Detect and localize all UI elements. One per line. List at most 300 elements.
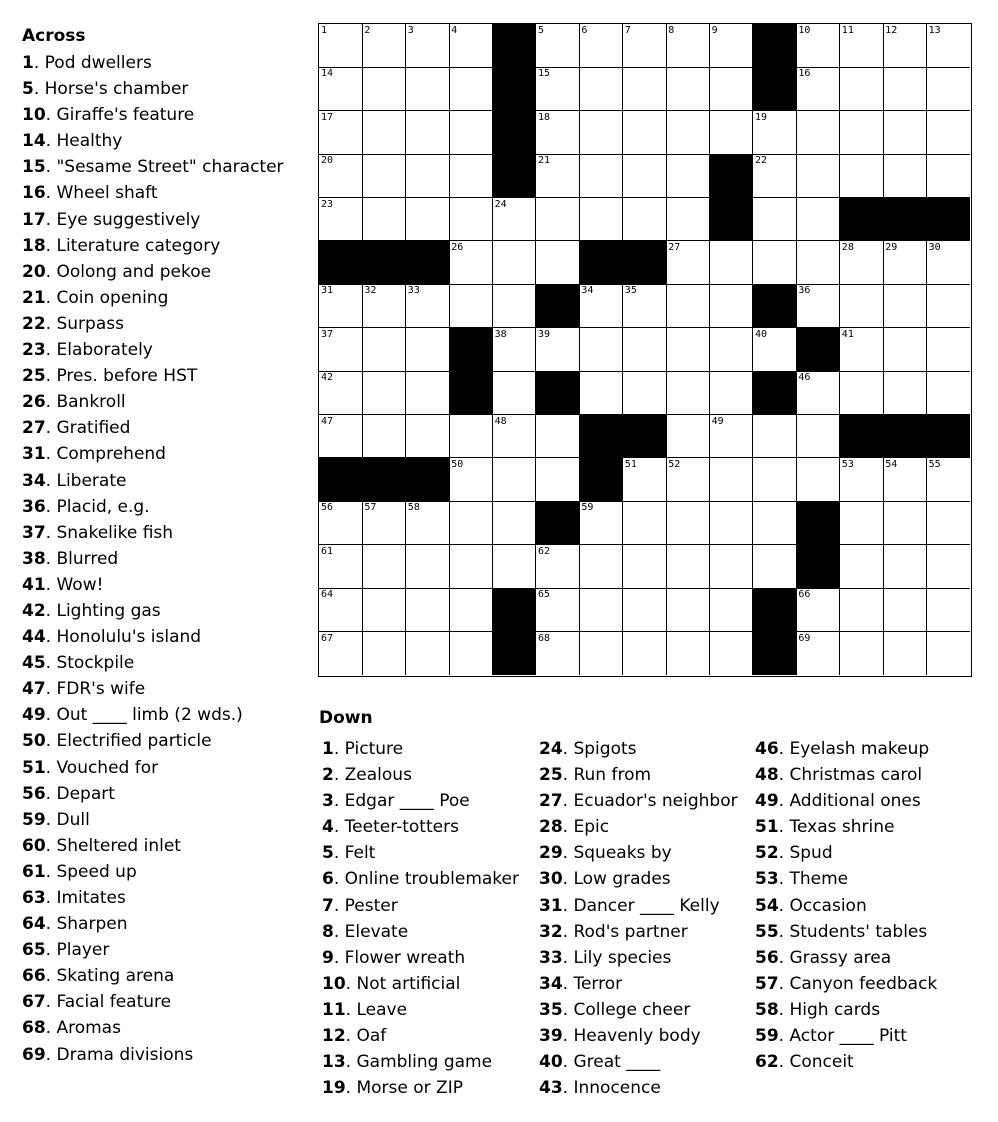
- crossword-grid[interactable]: [318, 23, 972, 677]
- across-clue[interactable]: [22, 522, 284, 548]
- black-square: [536, 371, 580, 415]
- down-clue[interactable]: [755, 895, 937, 921]
- grid-cell[interactable]: [493, 198, 537, 242]
- grid-cell[interactable]: [406, 67, 450, 111]
- down-clue[interactable]: [539, 1077, 738, 1103]
- grid-cell[interactable]: [623, 154, 667, 198]
- down-clue[interactable]: [322, 921, 519, 947]
- down-clue[interactable]: [539, 973, 738, 999]
- across-clue[interactable]: [22, 548, 284, 574]
- grid-cell[interactable]: [493, 545, 537, 589]
- grid-cell[interactable]: [883, 458, 927, 502]
- grid-cell[interactable]: [623, 371, 667, 415]
- across-clue[interactable]: [22, 130, 284, 156]
- grid-cell[interactable]: [710, 24, 754, 68]
- cell-number: 22: [755, 155, 768, 167]
- grid-cell[interactable]: [449, 24, 493, 68]
- grid-cell[interactable]: [362, 198, 406, 242]
- clue-number: 50: [22, 731, 46, 752]
- clue-number: 51: [22, 757, 46, 778]
- grid-cell[interactable]: [449, 284, 493, 328]
- grid-cell[interactable]: [493, 328, 537, 372]
- grid-cell[interactable]: [493, 241, 537, 285]
- across-clue[interactable]: [22, 365, 284, 391]
- grid-cell[interactable]: [406, 501, 450, 545]
- grid-cell[interactable]: [579, 284, 623, 328]
- down-clue[interactable]: [755, 738, 937, 764]
- grid-cell[interactable]: [883, 24, 927, 68]
- grid-cell[interactable]: [319, 415, 363, 459]
- grid-cell[interactable]: [753, 458, 797, 502]
- across-clue[interactable]: [22, 600, 284, 626]
- across-clue[interactable]: [22, 339, 284, 365]
- clue-number: 45: [22, 653, 46, 674]
- clue-text: . Epic: [562, 817, 610, 838]
- grid-cell[interactable]: [449, 154, 493, 198]
- grid-cell[interactable]: [536, 458, 580, 502]
- grid-cell[interactable]: [362, 371, 406, 415]
- grid-cell[interactable]: [623, 328, 667, 372]
- grid-cell[interactable]: [449, 198, 493, 242]
- grid-cell[interactable]: [753, 241, 797, 285]
- down-clue[interactable]: [755, 790, 937, 816]
- clue-number: 5: [22, 79, 34, 100]
- grid-cell[interactable]: [362, 154, 406, 198]
- grid-cell[interactable]: [406, 198, 450, 242]
- grid-cell[interactable]: [753, 154, 797, 198]
- grid-cell[interactable]: [493, 415, 537, 459]
- clue-number: 62: [755, 1052, 779, 1073]
- grid-cell[interactable]: [710, 284, 754, 328]
- across-clue[interactable]: [22, 887, 284, 913]
- clue-text: . Eyelash makeup: [778, 739, 930, 759]
- across-clue[interactable]: [22, 443, 284, 469]
- grid-cell[interactable]: [623, 284, 667, 328]
- grid-cell[interactable]: [927, 284, 970, 328]
- across-clue[interactable]: [22, 626, 284, 652]
- across-clue[interactable]: [22, 574, 284, 600]
- across-clue[interactable]: [22, 52, 284, 78]
- down-clue[interactable]: [539, 868, 738, 894]
- grid-cell[interactable]: [666, 284, 710, 328]
- grid-cell[interactable]: [927, 154, 970, 198]
- clue-text: . Surpass: [45, 313, 124, 334]
- grid-cell[interactable]: [623, 67, 667, 111]
- clue-text: . Great ____: [562, 1052, 661, 1073]
- down-clue[interactable]: [322, 842, 519, 868]
- grid-cell[interactable]: [362, 328, 406, 372]
- grid-cell[interactable]: [406, 632, 450, 675]
- grid-cell[interactable]: [666, 632, 710, 675]
- grid-cell[interactable]: [536, 67, 580, 111]
- grid-cell[interactable]: [927, 328, 970, 372]
- grid-cell[interactable]: [493, 501, 537, 545]
- grid-cell[interactable]: [796, 415, 840, 459]
- grid-cell[interactable]: [362, 501, 406, 545]
- grid-cell[interactable]: [840, 24, 884, 68]
- down-clue[interactable]: [322, 1051, 519, 1077]
- grid-cell[interactable]: [927, 588, 970, 632]
- down-clue[interactable]: [539, 921, 738, 947]
- grid-cell[interactable]: [536, 198, 580, 242]
- grid-cell[interactable]: [796, 111, 840, 155]
- clue-text: . Squeaks by: [562, 843, 672, 864]
- grid-cell[interactable]: [579, 198, 623, 242]
- grid-cell[interactable]: [666, 154, 710, 198]
- grid-cell[interactable]: [493, 371, 537, 415]
- grid-cell[interactable]: [840, 154, 884, 198]
- grid-cell[interactable]: [362, 284, 406, 328]
- grid-cell[interactable]: [319, 632, 363, 675]
- grid-cell[interactable]: [927, 545, 970, 589]
- down-clue[interactable]: [539, 947, 738, 973]
- grid-cell[interactable]: [796, 154, 840, 198]
- grid-cell[interactable]: [753, 545, 797, 589]
- cell-number: 18: [538, 111, 551, 123]
- grid-cell[interactable]: [579, 632, 623, 675]
- grid-cell[interactable]: [666, 24, 710, 68]
- grid-cell[interactable]: [666, 328, 710, 372]
- across-clue[interactable]: [22, 678, 284, 704]
- down-clue[interactable]: [755, 1025, 937, 1051]
- grid-cell[interactable]: [666, 458, 710, 502]
- across-clue[interactable]: [22, 182, 284, 208]
- grid-cell[interactable]: [579, 371, 623, 415]
- black-square: [493, 154, 537, 198]
- down-clue[interactable]: [755, 842, 937, 868]
- down-clue[interactable]: [539, 1025, 738, 1051]
- grid-cell[interactable]: [927, 501, 970, 545]
- grid-cell[interactable]: [710, 458, 754, 502]
- across-clue[interactable]: [22, 391, 284, 417]
- grid-cell[interactable]: [927, 24, 970, 68]
- down-clue[interactable]: [755, 973, 937, 999]
- grid-cell[interactable]: [753, 328, 797, 372]
- grid-cell[interactable]: [536, 111, 580, 155]
- grid-cell[interactable]: [666, 588, 710, 632]
- grid-cell[interactable]: [666, 198, 710, 242]
- down-clue[interactable]: [539, 1051, 738, 1077]
- down-clue-column-1: [322, 738, 519, 1103]
- down-clue[interactable]: [539, 816, 738, 842]
- grid-cell[interactable]: [710, 241, 754, 285]
- grid-cell[interactable]: [319, 371, 363, 415]
- across-clue[interactable]: [22, 1044, 284, 1070]
- across-clue[interactable]: [22, 835, 284, 861]
- grid-cell[interactable]: [623, 24, 667, 68]
- grid-cell[interactable]: [362, 415, 406, 459]
- grid-cell[interactable]: [319, 545, 363, 589]
- down-clue[interactable]: [755, 921, 937, 947]
- across-clue[interactable]: [22, 652, 284, 678]
- across-clue[interactable]: [22, 783, 284, 809]
- across-clue[interactable]: [22, 78, 284, 104]
- grid-cell[interactable]: [666, 371, 710, 415]
- grid-cell[interactable]: [666, 241, 710, 285]
- clue-text: . Christmas carol: [778, 765, 923, 786]
- grid-cell[interactable]: [710, 632, 754, 675]
- across-clue[interactable]: [22, 704, 284, 730]
- down-clue[interactable]: [539, 790, 738, 816]
- across-clue[interactable]: [22, 156, 284, 182]
- clue-number: 39: [539, 1026, 563, 1047]
- grid-cell[interactable]: [406, 111, 450, 155]
- clue-text: . Edgar ____ Poe: [333, 791, 470, 812]
- down-clue[interactable]: [322, 1025, 519, 1051]
- clue-text: . Zealous: [333, 765, 412, 786]
- grid-cell[interactable]: [927, 632, 970, 675]
- down-clue[interactable]: [755, 947, 937, 973]
- down-clue[interactable]: [539, 895, 738, 921]
- grid-cell[interactable]: [666, 545, 710, 589]
- across-clue[interactable]: [22, 965, 284, 991]
- grid-cell[interactable]: [449, 111, 493, 155]
- grid-cell[interactable]: [883, 111, 927, 155]
- grid-cell[interactable]: [710, 111, 754, 155]
- grid-cell[interactable]: [536, 588, 580, 632]
- black-square: [927, 415, 970, 459]
- clue-number: 8: [322, 921, 334, 942]
- grid-cell[interactable]: [319, 24, 363, 68]
- grid-cell[interactable]: [666, 67, 710, 111]
- grid-cell[interactable]: [579, 545, 623, 589]
- grid-cell[interactable]: [710, 545, 754, 589]
- down-clue[interactable]: [539, 842, 738, 868]
- grid-cell[interactable]: [753, 501, 797, 545]
- grid-cell[interactable]: [796, 67, 840, 111]
- grid-cell[interactable]: [710, 328, 754, 372]
- grid-cell[interactable]: [927, 67, 970, 111]
- grid-cell[interactable]: [623, 458, 667, 502]
- across-clue[interactable]: [22, 417, 284, 443]
- down-clue[interactable]: [755, 868, 937, 894]
- grid-cell[interactable]: [449, 501, 493, 545]
- grid-cell[interactable]: [406, 371, 450, 415]
- grid-cell[interactable]: [840, 241, 884, 285]
- grid-cell[interactable]: [883, 241, 927, 285]
- grid-cell[interactable]: [449, 588, 493, 632]
- grid-cell[interactable]: [362, 545, 406, 589]
- grid-cell[interactable]: [840, 501, 884, 545]
- clue-number: 3: [322, 791, 334, 812]
- grid-cell[interactable]: [319, 588, 363, 632]
- grid-cell[interactable]: [623, 545, 667, 589]
- grid-cell[interactable]: [449, 415, 493, 459]
- grid-cell[interactable]: [362, 588, 406, 632]
- grid-cell[interactable]: [319, 67, 363, 111]
- grid-cell[interactable]: [883, 328, 927, 372]
- grid-cell[interactable]: [319, 328, 363, 372]
- clue-number: 5: [322, 843, 334, 864]
- clue-number: 29: [539, 843, 563, 864]
- grid-cell[interactable]: [796, 632, 840, 675]
- grid-cell[interactable]: [623, 198, 667, 242]
- grid-cell[interactable]: [927, 111, 970, 155]
- down-clue[interactable]: [322, 895, 519, 921]
- grid-cell[interactable]: [840, 371, 884, 415]
- clue-number: 27: [22, 418, 46, 439]
- across-clue[interactable]: [22, 235, 284, 261]
- grid-cell[interactable]: [753, 111, 797, 155]
- grid-cell[interactable]: [319, 501, 363, 545]
- across-clue[interactable]: [22, 809, 284, 835]
- cell-number: 24: [494, 198, 507, 210]
- across-clue[interactable]: [22, 496, 284, 522]
- grid-cell[interactable]: [449, 632, 493, 675]
- grid-cell[interactable]: [579, 24, 623, 68]
- grid-cell[interactable]: [710, 371, 754, 415]
- grid-cell[interactable]: [319, 198, 363, 242]
- grid-cell[interactable]: [883, 588, 927, 632]
- grid-cell[interactable]: [449, 458, 493, 502]
- grid-cell[interactable]: [536, 632, 580, 675]
- grid-cell[interactable]: [493, 284, 537, 328]
- across-clue[interactable]: [22, 287, 284, 313]
- grid-cell[interactable]: [883, 371, 927, 415]
- grid-cell[interactable]: [796, 458, 840, 502]
- grid-cell[interactable]: [666, 415, 710, 459]
- grid-cell[interactable]: [796, 24, 840, 68]
- grid-cell[interactable]: [883, 545, 927, 589]
- down-clue[interactable]: [322, 999, 519, 1025]
- clue-text: . Lighting gas: [45, 600, 161, 621]
- down-clue[interactable]: [755, 816, 937, 842]
- down-clue[interactable]: [755, 764, 937, 790]
- grid-cell[interactable]: [840, 111, 884, 155]
- grid-cell[interactable]: [406, 154, 450, 198]
- across-clue[interactable]: [22, 209, 284, 235]
- grid-cell[interactable]: [840, 328, 884, 372]
- grid-cell[interactable]: [623, 111, 667, 155]
- grid-cell[interactable]: [536, 24, 580, 68]
- grid-cell[interactable]: [579, 154, 623, 198]
- grid-cell[interactable]: [710, 415, 754, 459]
- grid-cell[interactable]: [493, 458, 537, 502]
- grid-cell[interactable]: [536, 241, 580, 285]
- grid-cell[interactable]: [449, 67, 493, 111]
- grid-cell[interactable]: [536, 415, 580, 459]
- grid-cell[interactable]: [710, 67, 754, 111]
- cell-number: 36: [798, 285, 811, 297]
- down-clue[interactable]: [539, 999, 738, 1025]
- grid-cell[interactable]: [883, 67, 927, 111]
- grid-cell[interactable]: [796, 284, 840, 328]
- grid-cell[interactable]: [840, 284, 884, 328]
- clue-text: . Oolong and pekoe: [45, 261, 212, 282]
- across-clue[interactable]: [22, 861, 284, 887]
- across-clue[interactable]: [22, 313, 284, 339]
- grid-cell[interactable]: [753, 198, 797, 242]
- grid-cell[interactable]: [883, 632, 927, 675]
- down-clue[interactable]: [322, 868, 519, 894]
- grid-cell[interactable]: [623, 632, 667, 675]
- grid-cell[interactable]: [753, 415, 797, 459]
- grid-cell[interactable]: [319, 111, 363, 155]
- grid-cell[interactable]: [710, 588, 754, 632]
- across-clue[interactable]: [22, 104, 284, 130]
- across-clue[interactable]: [22, 991, 284, 1017]
- grid-cell[interactable]: [623, 588, 667, 632]
- grid-cell[interactable]: [536, 328, 580, 372]
- grid-cell[interactable]: [623, 501, 667, 545]
- grid-cell[interactable]: [796, 198, 840, 242]
- grid-cell[interactable]: [449, 241, 493, 285]
- grid-cell[interactable]: [840, 545, 884, 589]
- grid-cell[interactable]: [579, 328, 623, 372]
- black-square: [536, 284, 580, 328]
- across-clue[interactable]: [22, 1017, 284, 1043]
- down-clue[interactable]: [322, 947, 519, 973]
- grid-cell[interactable]: [840, 632, 884, 675]
- grid-cell[interactable]: [883, 154, 927, 198]
- across-clue[interactable]: [22, 470, 284, 496]
- grid-cell[interactable]: [449, 545, 493, 589]
- grid-cell[interactable]: [666, 111, 710, 155]
- across-clue[interactable]: [22, 757, 284, 783]
- grid-cell[interactable]: [406, 588, 450, 632]
- grid-cell[interactable]: [319, 154, 363, 198]
- down-clue[interactable]: [322, 1077, 519, 1103]
- down-clue[interactable]: [322, 816, 519, 842]
- grid-cell[interactable]: [796, 588, 840, 632]
- down-clue[interactable]: [322, 973, 519, 999]
- down-clue[interactable]: [322, 764, 519, 790]
- grid-cell[interactable]: [927, 458, 970, 502]
- grid-cell[interactable]: [579, 588, 623, 632]
- grid-cell[interactable]: [362, 111, 406, 155]
- down-clue[interactable]: [322, 790, 519, 816]
- grid-cell[interactable]: [362, 24, 406, 68]
- grid-cell[interactable]: [536, 154, 580, 198]
- down-clue[interactable]: [755, 1051, 937, 1077]
- across-clue[interactable]: [22, 913, 284, 939]
- grid-cell[interactable]: [579, 501, 623, 545]
- grid-cell[interactable]: [406, 415, 450, 459]
- grid-cell[interactable]: [406, 545, 450, 589]
- grid-cell[interactable]: [579, 111, 623, 155]
- grid-cell[interactable]: [406, 24, 450, 68]
- grid-cell[interactable]: [406, 328, 450, 372]
- grid-cell[interactable]: [883, 284, 927, 328]
- grid-cell[interactable]: [362, 632, 406, 675]
- across-heading: Across: [22, 26, 86, 46]
- grid-cell[interactable]: [536, 545, 580, 589]
- grid-cell[interactable]: [666, 501, 710, 545]
- grid-cell[interactable]: [362, 67, 406, 111]
- grid-cell[interactable]: [319, 284, 363, 328]
- across-clue[interactable]: [22, 261, 284, 287]
- grid-cell[interactable]: [406, 284, 450, 328]
- grid-cell[interactable]: [796, 241, 840, 285]
- grid-cell[interactable]: [796, 371, 840, 415]
- across-clue[interactable]: [22, 730, 284, 756]
- grid-cell[interactable]: [927, 371, 970, 415]
- clue-text: . Innocence: [562, 1078, 661, 1099]
- grid-cell[interactable]: [840, 458, 884, 502]
- grid-cell[interactable]: [927, 241, 970, 285]
- grid-cell[interactable]: [710, 501, 754, 545]
- grid-cell[interactable]: [579, 67, 623, 111]
- clue-number: 64: [22, 914, 46, 935]
- down-clue[interactable]: [322, 738, 519, 764]
- down-clue[interactable]: [539, 738, 738, 764]
- grid-cell[interactable]: [840, 67, 884, 111]
- down-clue[interactable]: [755, 999, 937, 1025]
- grid-cell[interactable]: [840, 588, 884, 632]
- grid-cell[interactable]: [883, 501, 927, 545]
- down-clue[interactable]: [539, 764, 738, 790]
- across-clue[interactable]: [22, 939, 284, 965]
